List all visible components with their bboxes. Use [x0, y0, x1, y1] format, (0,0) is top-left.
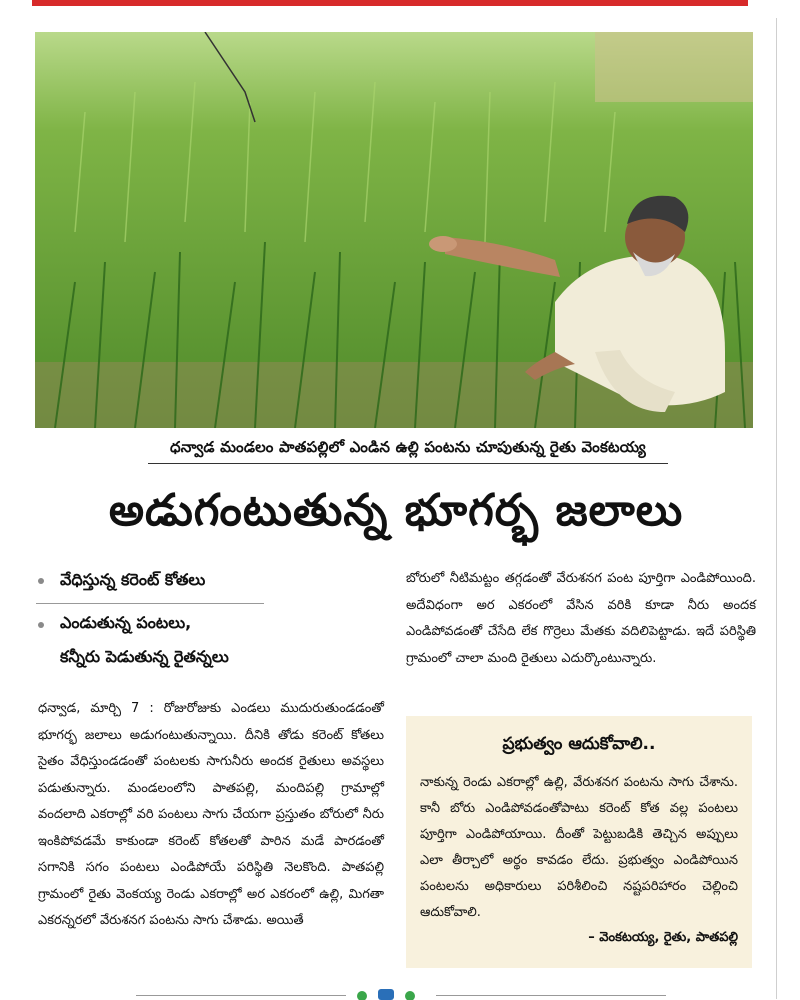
highlight-text: వేధిస్తున్న కరెంట్ కోతలు [60, 570, 206, 589]
section-logo-icon [352, 986, 432, 1000]
bottom-divider [436, 995, 666, 996]
highlights-list [36, 570, 406, 684]
article-paragraph: ధన్వాడ, మార్చి 7 : రోజురోజుకు ఎండలు ముదురుతుండడంతో భూగర్భ జలాలు అడుగంటుతున్నాయి. దీనికి తోడు కరెంట్ కోతలు సైతం వేధిస్తుండడంతో పంటలకు సాగునీరు అందక రైతులు అవస్థలు పడుతున్నారు. మండలంలోని పాతపల్లి, మందిపల్లి గ్రామాల్లో వందలాది ఎకరాల్లో వరి పంటలు సాగు చేయగా ప్రస్తుతం బోరులో నీరు ఇంకిపోవడమే కాకుండా కరెంట్ కోతలతో పారిన మడే పారడంతో సగానికి సగం పంటలు ఎండిపోయే పరిస్థితి నెలకొంది. పాతపల్లి గ్రామంలో రైతు వెంకయ్య రెండు ఎకరాల్లో అర ఎకరంలో ఉల్లి, మిగతా ఎకరన్నరలో వేరుశనగ పంటను సాగు చేశాడు. అయితే [38, 701, 384, 928]
column-divider [776, 18, 777, 999]
article-column-right [406, 566, 756, 672]
highlight-item [36, 570, 264, 604]
article-column-left [38, 696, 384, 935]
onion-field-farmer-image [35, 32, 753, 428]
highlight-text: కన్నీరు పెడుతున్న రైతన్నలు [60, 647, 229, 666]
quote-body: నాకున్న రెండు ఎకరాల్లో ఉల్లి, వేరుశనగ పంటను సాగు చేశాను. కానీ బోరు ఎండిపోవడంతోపాటు కరెంట్ కోత వల్ల పంటలు పూర్తిగా ఎండిపోయాయి. దీంతో పెట్టుబడికి తెచ్చిన అప్పులు ఎలా తీర్చాలో అర్థం కావడం లేదు. ప్రభుత్వం ఎండిపోయిన పంటలను అధికారులు పరిశీలించి నష్టపరిహారం చెల్లించి ఆదుకోవాలి. [420, 775, 738, 920]
bullet-icon [38, 578, 44, 584]
highlight-text: ఎండుతున్న పంటలు, [60, 613, 192, 632]
highlight-item [36, 614, 406, 674]
news-photo [35, 32, 753, 428]
quote-box [406, 716, 752, 968]
top-accent-rule [32, 0, 748, 6]
photo-caption: ధన్వాడ మండలం పాతపల్లిలో ఎండిన ఉల్లి పంటను చూపుతున్న రైతు వెంకటయ్య [148, 438, 668, 464]
quote-signature: – వెంకటయ్య, రైతు, పాతపల్లి [588, 930, 738, 945]
bottom-divider [136, 995, 346, 996]
headline: అడుగంటుతున్న భూగర్భ జలాలు [108, 485, 684, 536]
article-paragraph: బోరులో నీటిమట్టం తగ్గడంతో వేరుశనగ పంట పూర్తిగా ఎండిపోయింది. అదేవిధంగా అర ఎకరంలో వేసిన వరికి కూడా నీరు అందక ఎండిపోవడంతో చేసేది లేక గొర్రెలు మేతకు వదిలిపెట్టాడు. ఇదే పరిస్థితి గ్రామంలో చాలా మంది రైతులు ఎదుర్కొంటున్నారు. [406, 571, 756, 666]
quote-title: ప్రభుత్వం ఆదుకోవాలి.. [502, 734, 656, 754]
bullet-icon [38, 622, 44, 628]
